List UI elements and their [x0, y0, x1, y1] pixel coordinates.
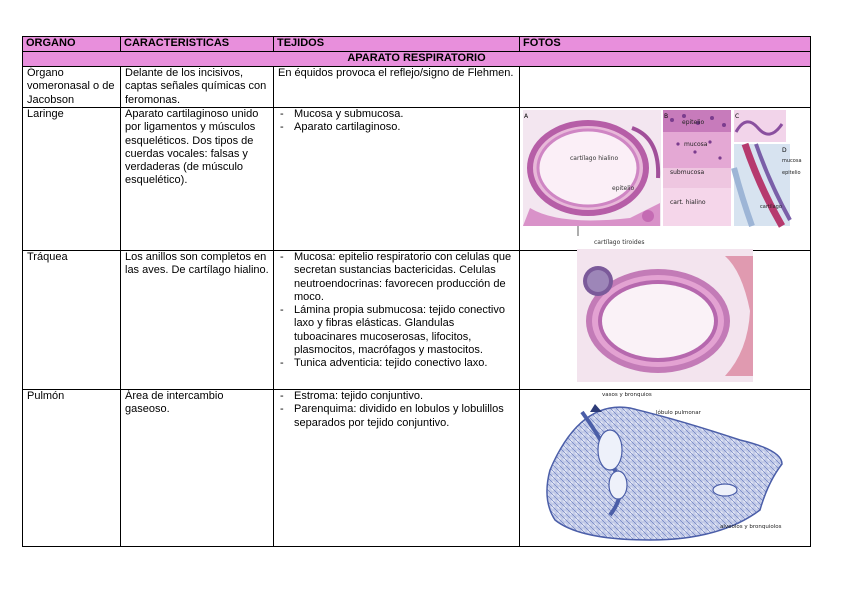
cartilago-hialino-label: cartílago hialino [570, 155, 619, 162]
alveolos-bronquiolos-label: alveolos y bronquiolos [720, 524, 782, 530]
list-item: - Lámina propia submucosa: tejido conectivo laxo y fibras elásticas. Glandulas tuboacinares mucoserosas, lifocitos, plasmocitos, macrófagos y mastocitos. [278, 304, 515, 357]
cart-hialino-label: cart. hialino [670, 199, 706, 206]
panel-d-label: D [782, 147, 787, 154]
tissues-list [278, 108, 515, 135]
list-item: - Estroma: tejido conjuntivo. [278, 390, 515, 403]
list-item: - Mucosa: epitelio respiratorio con celulas que secretan sustancias bactericidas. Celulas neutroendocrinas: favorecen producción de moco. [278, 251, 515, 304]
table-row [23, 108, 811, 251]
characteristics-cell: Los anillos son completos en las aves. De cartílago hialino. [121, 251, 274, 390]
header-row [23, 37, 811, 52]
epitelio-d-label: epitelio [782, 170, 801, 176]
organ-cell: Laringe [23, 108, 121, 251]
vasos-bronquios-label: vasos y bronquios [602, 392, 652, 398]
photo-cell [520, 108, 811, 251]
epitelio-b-label: epitelio [682, 119, 705, 126]
panel-a-label: A [524, 113, 529, 120]
panel-b-label: B [664, 113, 669, 120]
mucosa-b-label: mucosa [684, 141, 708, 148]
characteristics-cell: Área de intercambio gaseoso. [121, 390, 274, 547]
epitelio-a-label: epitelio [612, 185, 635, 192]
tissues-cell [274, 251, 520, 390]
table-row [23, 251, 811, 390]
trachea-histology-image [520, 251, 811, 389]
tissues-cell [274, 108, 520, 251]
cartilago-tiroides-label: cartílago tiroides [594, 239, 645, 246]
photo-cell [520, 390, 811, 547]
submucosa-label: submucosa [670, 169, 705, 176]
tissues-cell [274, 390, 520, 547]
mucosa-d-label: mucosa [782, 158, 802, 164]
list-item: - Aparato cartilaginoso. [278, 121, 515, 134]
organ-cell: Órgano vomeronasal o de Jacobson [23, 67, 121, 108]
characteristics-cell: Aparato cartilaginoso unido por ligamentos y músculos esqueléticos. Dos tipos de cuerdas vocales: falsas y verdaderas (de músculo esquelético). [121, 108, 274, 251]
tissues-cell: En équidos provoca el reflejo/signo de Flehmen. [274, 67, 520, 108]
tissues-list [278, 251, 515, 371]
lobulo-pulmonar-label: lóbulo pulmonar [656, 410, 701, 416]
list-item: - Parenquima: dividido en lobulos y lobulillos separados por tejido conjuntivo. [278, 403, 515, 430]
organ-cell: Pulmón [23, 390, 121, 547]
panel-c-label: C [735, 113, 740, 120]
photo-cell [520, 67, 811, 108]
table-row [23, 67, 811, 108]
header-fotos: FOTOS [520, 37, 811, 52]
section-row [23, 52, 811, 67]
section-title: APARATO RESPIRATORIO [23, 52, 811, 67]
header-organo: ORGANO [23, 37, 121, 52]
photo-cell [520, 251, 811, 390]
lung-histology-image [520, 390, 811, 546]
table-row [23, 390, 811, 547]
header-caracteristicas: CARACTERISTICAS [121, 37, 274, 52]
characteristics-cell: Delante de los incisivos, captas señales químicas con feromonas. [121, 67, 274, 108]
organ-cell: Tráquea [23, 251, 121, 390]
header-tejidos: TEJIDOS [274, 37, 520, 52]
respiratory-table [22, 36, 811, 547]
list-item: - Tunica adventicia: tejido conectivo laxo. [278, 357, 515, 370]
list-item: - Mucosa y submucosa. [278, 108, 515, 121]
larynx-histology-image [520, 108, 811, 250]
tissues-list [278, 390, 515, 430]
cartilago-d-label: cartílago [760, 204, 782, 210]
